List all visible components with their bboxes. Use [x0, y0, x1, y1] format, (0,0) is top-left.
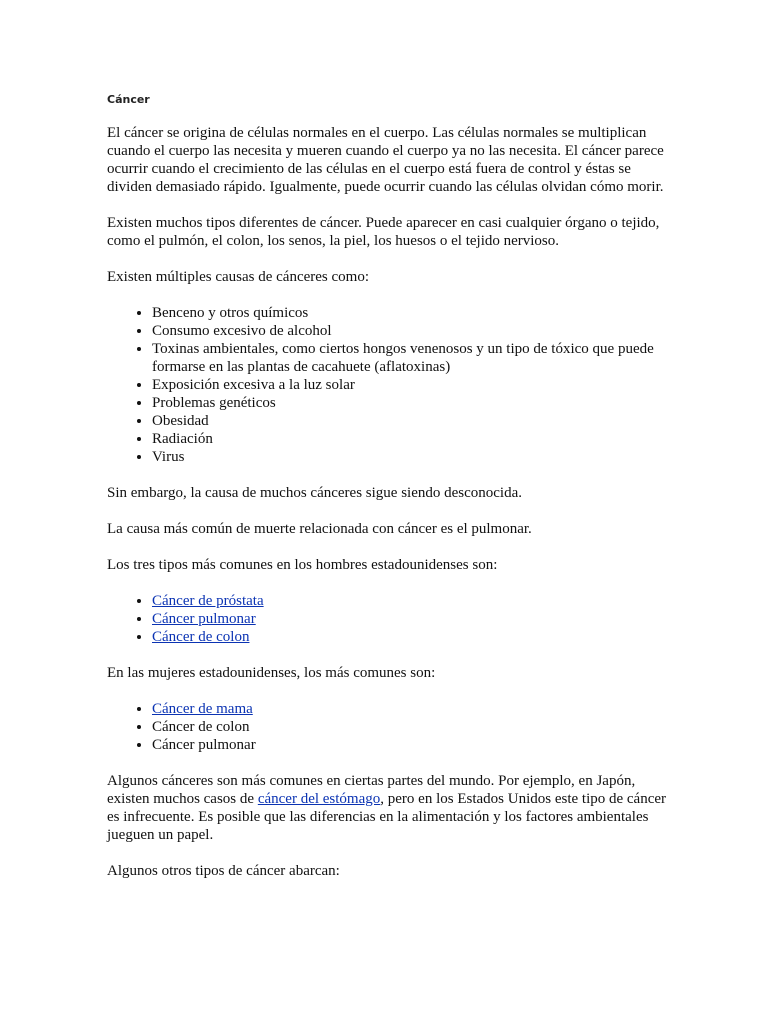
unknown-cause-paragraph: Sin embargo, la causa de muchos cánceres sigue siendo desconocida. — [107, 485, 523, 501]
list-item: • Obesidad — [152, 412, 667, 430]
women-types-paragraph: En las mujeres estadounidenses, los más comunes son: — [107, 665, 436, 681]
regional-paragraph — [107, 772, 667, 844]
list-item: • Exposición excesiva a la luz solar — [152, 376, 667, 394]
intro-paragraph: El cáncer se origina de células normales en el cuerpo. Las células normales se multiplican cuando el cuerpo las necesita y mueren cuando el cuerpo ya no las necesita. El cáncer parece ocurrir cuando el crecimiento de las células en el cuerpo está fuera de control y éstas se dividen demasiado rápido. Igualmente, puede ocurrir cuando las células olvidan cómo morir. — [107, 125, 664, 195]
prostate-cancer-link[interactable]: Cáncer de próstata — [152, 593, 264, 609]
list-item: • Benceno y otros químicos — [152, 304, 667, 322]
list-item: • Problemas genéticos — [152, 394, 667, 412]
list-item: • Cáncer de colon — [152, 718, 667, 736]
list-item: • Consumo excesivo de alcohol — [152, 322, 667, 340]
list-item: • Radiación — [152, 430, 667, 448]
men-types-paragraph: Los tres tipos más comunes en los hombres estadounidenses son: — [107, 557, 498, 573]
lung-death-paragraph: La causa más común de muerte relacionada con cáncer es el pulmonar. — [107, 521, 532, 537]
men-cancer-list — [107, 592, 667, 646]
breast-cancer-link[interactable]: Cáncer de mama — [152, 701, 253, 717]
causes-intro-paragraph: Existen múltiples causas de cánceres como: — [107, 269, 369, 285]
stomach-cancer-link[interactable]: cáncer del estómago — [257, 791, 381, 807]
list-item — [152, 610, 667, 628]
list-item — [152, 628, 667, 646]
list-item: • Virus — [152, 448, 667, 466]
list-item: • Cáncer pulmonar — [152, 736, 667, 754]
regional-text-after: , pero en los Estados Unidos este tipo de cáncer es infrecuente. Es posible que las diferencias en la alimentación y los factores ambientales jueguen un papel. — [107, 791, 667, 843]
page-title: Cáncer — [107, 93, 150, 106]
list-item: • Toxinas ambientales, como ciertos hongos venenosos y un tipo de tóxico que puede formarse en las plantas de cacahuete (aflatoxinas) — [152, 340, 667, 376]
lung-cancer-link[interactable]: Cáncer pulmonar — [152, 611, 256, 627]
causes-list — [107, 304, 667, 466]
other-types-paragraph: Algunos otros tipos de cáncer abarcan: — [107, 863, 340, 879]
document-page — [107, 92, 667, 898]
women-cancer-list — [107, 700, 667, 754]
colon-cancer-link[interactable]: Cáncer de colon — [152, 629, 250, 645]
types-paragraph: Existen muchos tipos diferentes de cáncer. Puede aparecer en casi cualquier órgano o tejido, como el pulmón, el colon, los senos, la piel, los huesos o el tejido nervioso. — [107, 215, 660, 249]
list-item — [152, 592, 667, 610]
list-item — [152, 700, 667, 718]
regional-text-before: Algunos cánceres son más comunes en ciertas partes del mundo. Por ejemplo, en Japón, existen muchos casos de — [107, 773, 636, 807]
